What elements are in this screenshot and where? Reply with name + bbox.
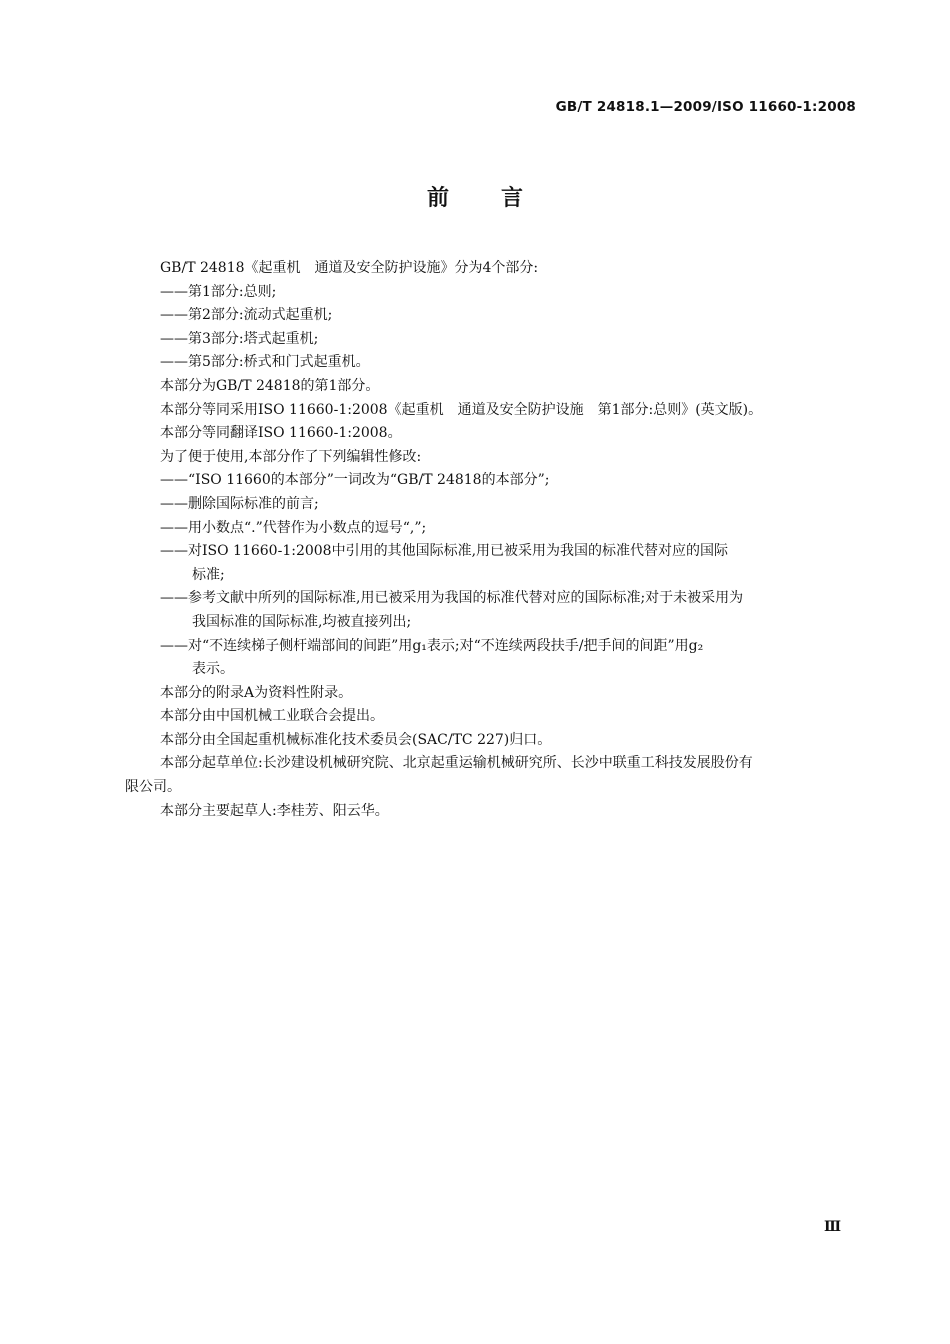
list-item-edit-4: ——对ISO 11660-1:2008中引用的其他国际标准,用已被采用为我国的标准代替对应的国际	[160, 543, 729, 560]
list-item-edit-4-cont: 标准;	[192, 566, 225, 583]
list-item-part2: ——第2部分:流动式起重机;	[160, 307, 333, 324]
list-item-part1: ——第1部分:总则;	[160, 283, 277, 300]
list-item-edit-6-cont: 表示。	[192, 661, 234, 678]
page-number: Ⅲ	[823, 1219, 841, 1235]
paragraph-drafting-units-cont: 限公司。	[125, 779, 181, 796]
list-item-edit-5: ——参考文献中所列的国际标准,用已被采用为我国的标准代替对应的国际标准;对于未被采用为	[160, 590, 744, 607]
paragraph-annex: 本部分的附录A为资料性附录。	[160, 684, 353, 701]
list-item-edit-6: ——对“不连续梯子侧杆端部间的间距”用g₁表示;对“不连续两段扶手/把手间的间距”用g₂	[160, 637, 704, 654]
paragraph-drafting-units: 本部分起草单位:长沙建设机械研究院、北京起重运输机械研究所、长沙中联重工科技发展股份有	[160, 755, 753, 772]
paragraph-proposed-by: 本部分由中国机械工业联合会提出。	[160, 708, 384, 725]
paragraph-edits-intro: 为了便于使用,本部分作了下列编辑性修改:	[160, 448, 422, 465]
paragraph-drafters: 本部分主要起草人:李桂芳、阳云华。	[160, 802, 389, 819]
list-item-part3: ——第3部分:塔式起重机;	[160, 330, 319, 347]
list-item-part5: ——第5部分:桥式和门式起重机。	[160, 354, 370, 371]
page-title: 前言	[426, 186, 575, 211]
paragraph-identical-adoption: 本部分等同采用ISO 11660-1:2008《起重机 通道及安全防护设施 第1部分:总则》(英文版)。	[160, 401, 763, 418]
list-item-edit-1: ——“ISO 11660的本部分”一词改为“GB/T 24818的本部分”;	[160, 472, 550, 489]
paragraph-responsible: 本部分由全国起重机械标准化技术委员会(SAC/TC 227)归口。	[160, 731, 552, 748]
paragraph-parts-intro: GB/T 24818《起重机 通道及安全防护设施》分为4个部分:	[160, 260, 539, 276]
list-item-edit-2: ——删除国际标准的前言;	[160, 495, 319, 512]
list-item-edit-3: ——用小数点“.”代替作为小数点的逗号“,”;	[160, 519, 427, 536]
foreword-body	[125, 257, 860, 823]
standard-code: GB/T 24818.1—2009/ISO 11660-1:2008	[555, 99, 856, 115]
list-item-edit-5-cont: 我国标准的国际标准,均被直接列出;	[192, 613, 412, 630]
paragraph-this-part: 本部分为GB/T 24818的第1部分。	[160, 377, 380, 394]
paragraph-identical-translation: 本部分等同翻译ISO 11660-1:2008。	[160, 425, 402, 442]
